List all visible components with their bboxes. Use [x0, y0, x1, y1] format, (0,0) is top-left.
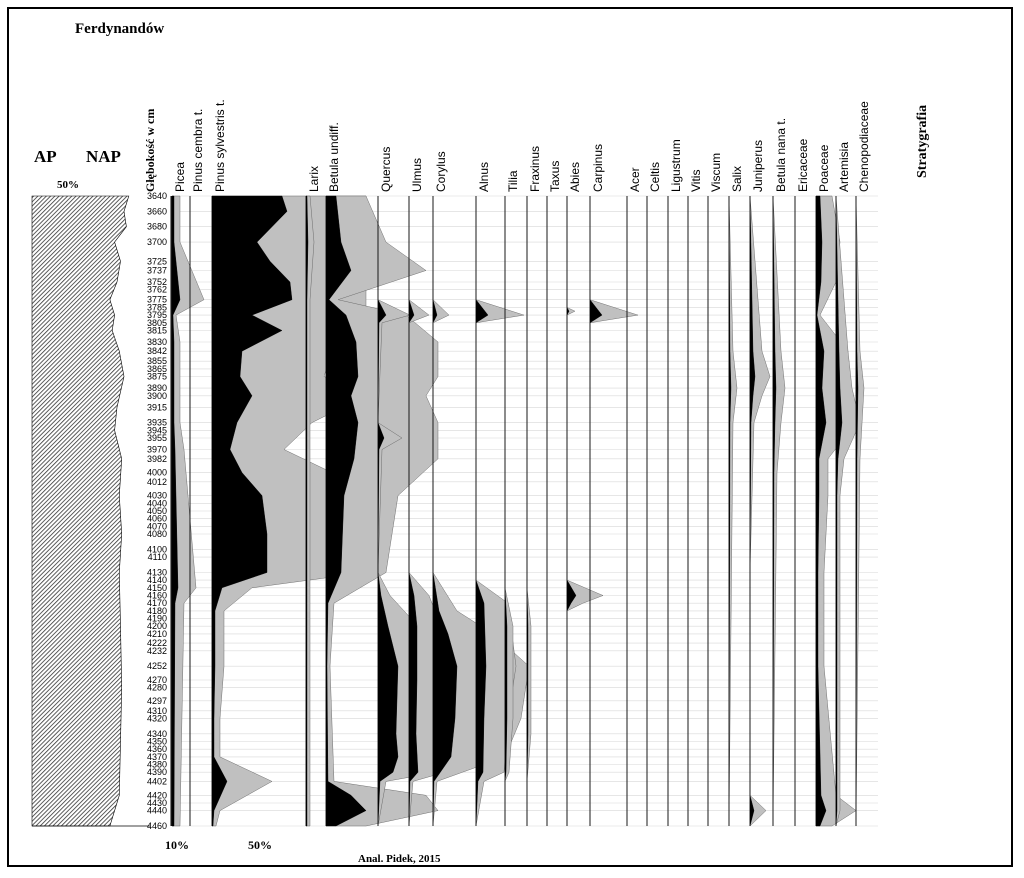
ap-label: AP [34, 147, 57, 166]
depth-tick-label: 4360 [146, 744, 167, 755]
depth-axis [147, 191, 171, 831]
taxon-label-pinus-sylvestris-t: Pinus sylvestris t. [213, 99, 227, 192]
depth-tick-label: 3935 [146, 417, 167, 428]
depth-tick-label: 4030 [146, 490, 167, 501]
depth-tick-label: 4340 [146, 728, 167, 739]
ap-area [32, 196, 129, 826]
depth-tick-label: 4390 [146, 767, 167, 778]
depth-tick-label: 3737 [146, 265, 167, 276]
depth-tick-label: 3915 [146, 402, 167, 413]
taxon-label-taxus: Taxus [548, 160, 562, 192]
depth-tick-label: 3970 [146, 444, 167, 455]
depth-tick-label: 3842 [146, 346, 167, 357]
taxon-label-carpinus: Carpinus [591, 143, 605, 192]
depth-tick-label: 3900 [146, 390, 167, 401]
ap-nap-curve [32, 196, 150, 826]
taxon-label-acer: Acer [628, 167, 642, 192]
depth-tick-label: 4440 [146, 805, 167, 816]
depth-tick-label: 3795 [146, 310, 167, 321]
diagram-title: Ferdynandów [75, 21, 165, 37]
depth-tick-label: 4430 [146, 798, 167, 808]
depth-tick-label: 4080 [146, 529, 167, 539]
depth-tick-label: 3640 [146, 191, 167, 201]
depth-tick-label: 4050 [146, 506, 167, 516]
depth-tick-label: 4420 [146, 790, 167, 801]
depth-tick-label: 4232 [146, 645, 167, 656]
depth-tick-label: 3680 [146, 221, 167, 232]
depth-tick-label: 3700 [146, 237, 167, 248]
depth-axis-label: Głębokość w cm [143, 108, 157, 192]
depth-tick-label: 4110 [147, 552, 167, 563]
bottom-scale-50: 50% [248, 838, 272, 852]
depth-tick-label: 4297 [146, 695, 167, 706]
depth-tick-label: 4370 [146, 751, 167, 762]
depth-tick-label: 4060 [146, 513, 167, 524]
depth-tick-label: 4252 [146, 661, 167, 672]
taxon-label-fraxinus: Fraxinus [528, 145, 542, 192]
taxon-label-betula-undiff: Betula undiff. [327, 122, 341, 192]
taxon-label-poaceae: Poaceae [817, 144, 831, 192]
depth-tick-label: 3945 [146, 425, 167, 436]
depth-tick-label: 4100 [146, 544, 167, 555]
depth-tick-label: 4140 [146, 575, 167, 586]
depth-tick-label: 3725 [146, 256, 167, 267]
bottom-scale-10: 10% [165, 838, 189, 852]
taxon-label-betula-nana-t: Betula nana t. [774, 117, 788, 192]
depth-tick-label: 4460 [146, 821, 167, 831]
depth-tick-label: 3890 [146, 383, 167, 394]
strat-axis-label: Stratygrafia [915, 104, 930, 178]
taxon-label-picea: Picea [173, 161, 187, 192]
depth-tick-label: 4012 [146, 476, 167, 487]
taxon-label-chenopodiaceae: Chenopodiaceae [857, 101, 871, 192]
depth-tick-label: 3815 [146, 325, 167, 336]
taxon-label-ericaceae: Ericaceae [796, 138, 810, 192]
depth-tick-label: 4320 [146, 713, 167, 724]
taxa-labels [173, 99, 871, 192]
depth-tick-label: 4402 [146, 776, 167, 787]
taxon-label-tilia: Tilia [506, 170, 520, 192]
taxon-label-salix: Salix [730, 165, 744, 192]
depth-tick-label: 4222 [146, 638, 167, 649]
depth-tick-label: 3855 [146, 356, 167, 367]
depth-tick-label: 3955 [146, 433, 167, 443]
taxon-label-vitis: Vitis [689, 169, 703, 192]
depth-tick-label: 3830 [146, 337, 167, 347]
taxon-label-corylus: Corylus [434, 151, 448, 192]
depth-tick-label: 3875 [146, 371, 167, 382]
depth-tick-label: 3982 [146, 453, 167, 464]
taxon-label-alnus: Alnus [477, 161, 491, 192]
depth-tick-label: 3660 [146, 206, 167, 217]
taxon-label-juniperus: Juniperus [751, 139, 765, 192]
taxon-label-quercus: Quercus [379, 146, 393, 192]
taxon-label-abies: Abies [568, 161, 582, 192]
depth-tick-label: 4170 [146, 598, 167, 609]
depth-tick-label: 4270 [146, 675, 167, 685]
depth-tick-label: 4380 [146, 759, 167, 770]
depth-tick-label: 4150 [146, 582, 167, 593]
depth-tick-label: 4190 [146, 613, 167, 624]
depth-tick-label: 4280 [146, 682, 167, 693]
depth-tick-label: 4310 [146, 705, 167, 716]
depth-tick-label: 3775 [146, 294, 167, 305]
taxon-label-ligustrum: Ligustrum [669, 139, 683, 192]
nap-label: NAP [86, 147, 121, 166]
taxon-label-viscum: Viscum [709, 152, 723, 192]
depth-tick-label: 3785 [146, 302, 167, 313]
depth-tick-label: 4130 [146, 567, 167, 578]
depth-tick-label: 4200 [146, 621, 167, 632]
depth-tick-label: 3805 [146, 317, 167, 328]
depth-tick-label: 3752 [146, 277, 167, 287]
depth-tick-label: 4040 [146, 498, 167, 509]
taxon-label-larix: Larix [307, 165, 321, 192]
depth-tick-label: 4160 [146, 590, 167, 601]
taxon-label-celtis: Celtis [648, 161, 662, 192]
ap-scale-label: 50% [57, 179, 79, 191]
depth-tick-label: 4070 [146, 521, 167, 532]
depth-tick-label: 3865 [146, 363, 167, 374]
depth-tick-label: 3762 [146, 284, 167, 295]
depth-tick-label: 4210 [146, 628, 167, 639]
depth-tick-label: 4180 [146, 605, 167, 616]
depth-tick-label: 4000 [146, 467, 167, 478]
taxon-label-ulmus: Ulmus [410, 157, 424, 192]
analysis-credit: Anal. Pidek, 2015 [358, 853, 441, 865]
taxon-label-pinus-cembra-t: Pinus cembra t. [191, 108, 205, 192]
depth-tick-label: 4350 [146, 736, 167, 747]
taxon-label-artemisia: Artemisia [837, 141, 851, 192]
